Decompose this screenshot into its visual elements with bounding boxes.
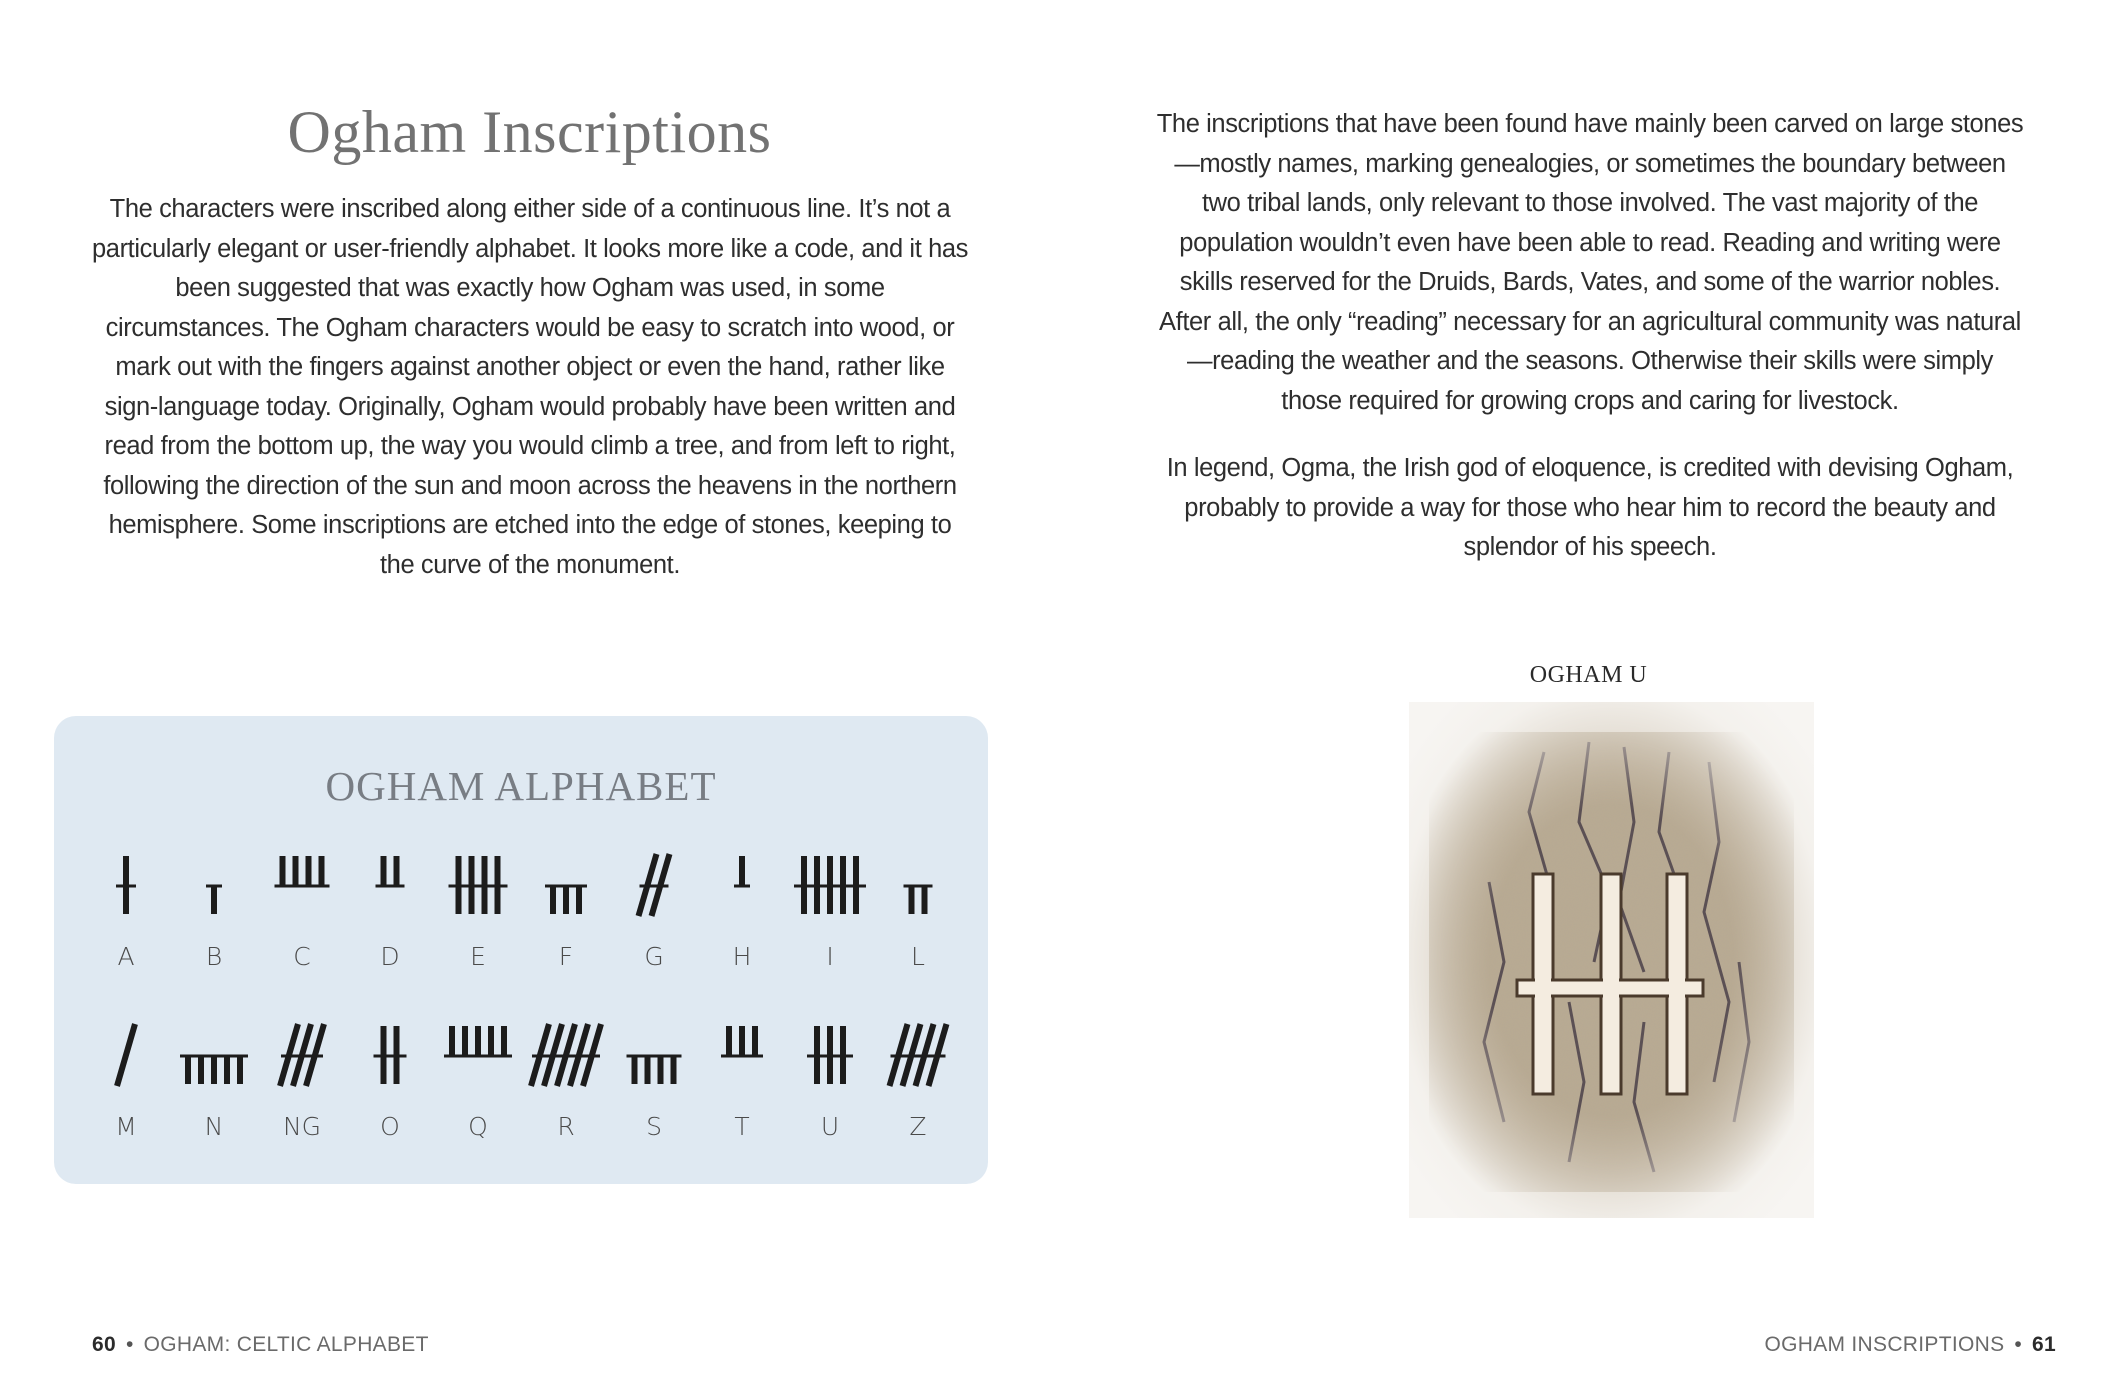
glyph-letter-label: D xyxy=(380,942,400,971)
ogham-stroke-icon xyxy=(526,846,606,936)
ogham-glyph-f xyxy=(526,846,606,996)
glyph-letter-label: Q xyxy=(468,1112,488,1141)
glyph-letter-label: B xyxy=(205,942,223,971)
ogham-stroke-icon xyxy=(702,846,782,936)
glyph-letter-label: S xyxy=(646,1112,662,1141)
ogham-stroke-icon xyxy=(174,1016,254,1106)
ogham-glyph-c xyxy=(262,846,342,996)
running-head: OGHAM INSCRIPTIONS xyxy=(1764,1333,2005,1356)
page-number: 60 xyxy=(92,1333,116,1356)
footer-right xyxy=(1764,1333,2056,1357)
ogham-stroke-icon xyxy=(86,846,166,936)
ogham-stroke-icon xyxy=(790,846,870,936)
body-paragraph: In legend, Ogma, the Irish god of eloquence, is credited with devising Ogham, probably to provide a way for those who hear him to record the beauty and splendor of his speech. xyxy=(1166,454,2014,561)
glyph-letter-label: O xyxy=(380,1112,400,1141)
glyph-letter-label: M xyxy=(115,1112,137,1141)
ogham-glyph-s xyxy=(614,1016,694,1166)
glyph-letter-label: NG xyxy=(282,1112,322,1141)
glyph-letter-label: H xyxy=(732,942,752,971)
figure-caption: OGHAM U xyxy=(1529,662,1648,688)
ogham-stroke-icon xyxy=(878,1016,958,1106)
glyph-letter-label: Z xyxy=(909,1112,927,1141)
glyph-letter-label: N xyxy=(204,1112,224,1141)
page-number: 61 xyxy=(2032,1333,2056,1356)
glyph-row xyxy=(54,846,988,996)
bullet-separator: • xyxy=(125,1333,134,1356)
bark-carving-icon xyxy=(1409,702,1814,1218)
ogham-stroke-icon xyxy=(702,1016,782,1106)
alphabet-panel-title: OGHAM ALPHABET xyxy=(325,763,717,809)
ogham-glyph-e xyxy=(438,846,518,996)
ogham-glyph-ng xyxy=(262,1016,342,1166)
ogham-glyph-m xyxy=(86,1016,166,1166)
ogham-glyph-q xyxy=(438,1016,518,1166)
ogham-glyph-i xyxy=(790,846,870,996)
ogham-glyph-l xyxy=(878,846,958,996)
ogham-stroke-icon xyxy=(174,846,254,936)
ogham-stroke-icon xyxy=(790,1016,870,1106)
body-paragraph: The inscriptions that have been found have mainly been carved on large stones—mostly names, marking genealogies, or sometimes the boundary between two tribal lands, only relevant to those involved. The vast majority of the population wouldn’t even have been able to read. Reading and writing were skills reserved for the Druids, Bards, Vates, and some of the warrior nobles. After all, the only “reading” necessary for an agricultural community was natural—reading the weather and the seasons. Otherwise their skills were simply those required for growing crops and caring for livestock. xyxy=(1156,110,2024,415)
ogham-glyph-o xyxy=(350,1016,430,1166)
page-title: Ogham Inscriptions xyxy=(287,99,772,165)
glyph-letter-label: E xyxy=(470,942,486,971)
ogham-glyph-n xyxy=(174,1016,254,1166)
ogham-stroke-icon xyxy=(878,846,958,936)
ogham-glyph-g xyxy=(614,846,694,996)
glyph-letter-label: R xyxy=(557,1112,575,1141)
ogham-stroke-icon xyxy=(614,846,694,936)
ogham-stroke-icon xyxy=(438,1016,518,1106)
ogham-stroke-icon xyxy=(350,846,430,936)
glyph-letter-label: F xyxy=(558,942,574,971)
ogham-glyph-b xyxy=(174,846,254,996)
ogham-u-bark-illustration xyxy=(1409,702,1814,1218)
glyph-letter-label: L xyxy=(911,942,925,971)
glyph-letter-label: U xyxy=(820,1112,840,1141)
ogham-stroke-icon xyxy=(262,1016,342,1106)
glyph-row xyxy=(54,1016,988,1166)
ogham-stroke-icon xyxy=(526,1016,606,1106)
footer-left xyxy=(92,1333,429,1357)
ogham-stroke-icon xyxy=(350,1016,430,1106)
body-paragraph: The characters were inscribed along either side of a continuous line. It’s not a particularly elegant or user-friendly alphabet. It looks more like a code, and it has been suggested that was exactly how Ogham was used, in some circumstances. The Ogham characters would be easy to scratch into wood, or mark out with the fingers against another object or even the hand, rather like sign-language today. Originally, Ogham would probably have been written and read from the bottom up, the way you would climb a tree, and from left to right, following the direction of the sun and moon across the heavens in the northern hemisphere. Some inscriptions are etched into the edge of stones, keeping to the curve of the monument. xyxy=(92,195,968,579)
ogham-stroke-icon xyxy=(86,1016,166,1106)
ogham-glyph-d xyxy=(350,846,430,996)
ogham-glyph-a xyxy=(86,846,166,996)
ogham-stroke-icon xyxy=(262,846,342,936)
ogham-glyph-h xyxy=(702,846,782,996)
glyph-letter-label: T xyxy=(734,1112,750,1141)
ogham-stroke-icon xyxy=(438,846,518,936)
bullet-separator: • xyxy=(2014,1333,2023,1356)
right-page xyxy=(1059,0,2118,1400)
ogham-alphabet-panel xyxy=(54,716,988,1184)
glyph-letter-label: C xyxy=(293,942,311,971)
ogham-glyph-u xyxy=(790,1016,870,1166)
glyph-letter-label: A xyxy=(117,942,135,971)
running-head: OGHAM: CELTIC ALPHABET xyxy=(143,1333,429,1356)
glyph-letter-label: I xyxy=(826,942,834,971)
glyph-letter-label: G xyxy=(644,942,664,971)
ogham-glyph-t xyxy=(702,1016,782,1166)
ogham-stroke-icon xyxy=(614,1016,694,1106)
ogham-glyph-z xyxy=(878,1016,958,1166)
ogham-glyph-r xyxy=(526,1016,606,1166)
